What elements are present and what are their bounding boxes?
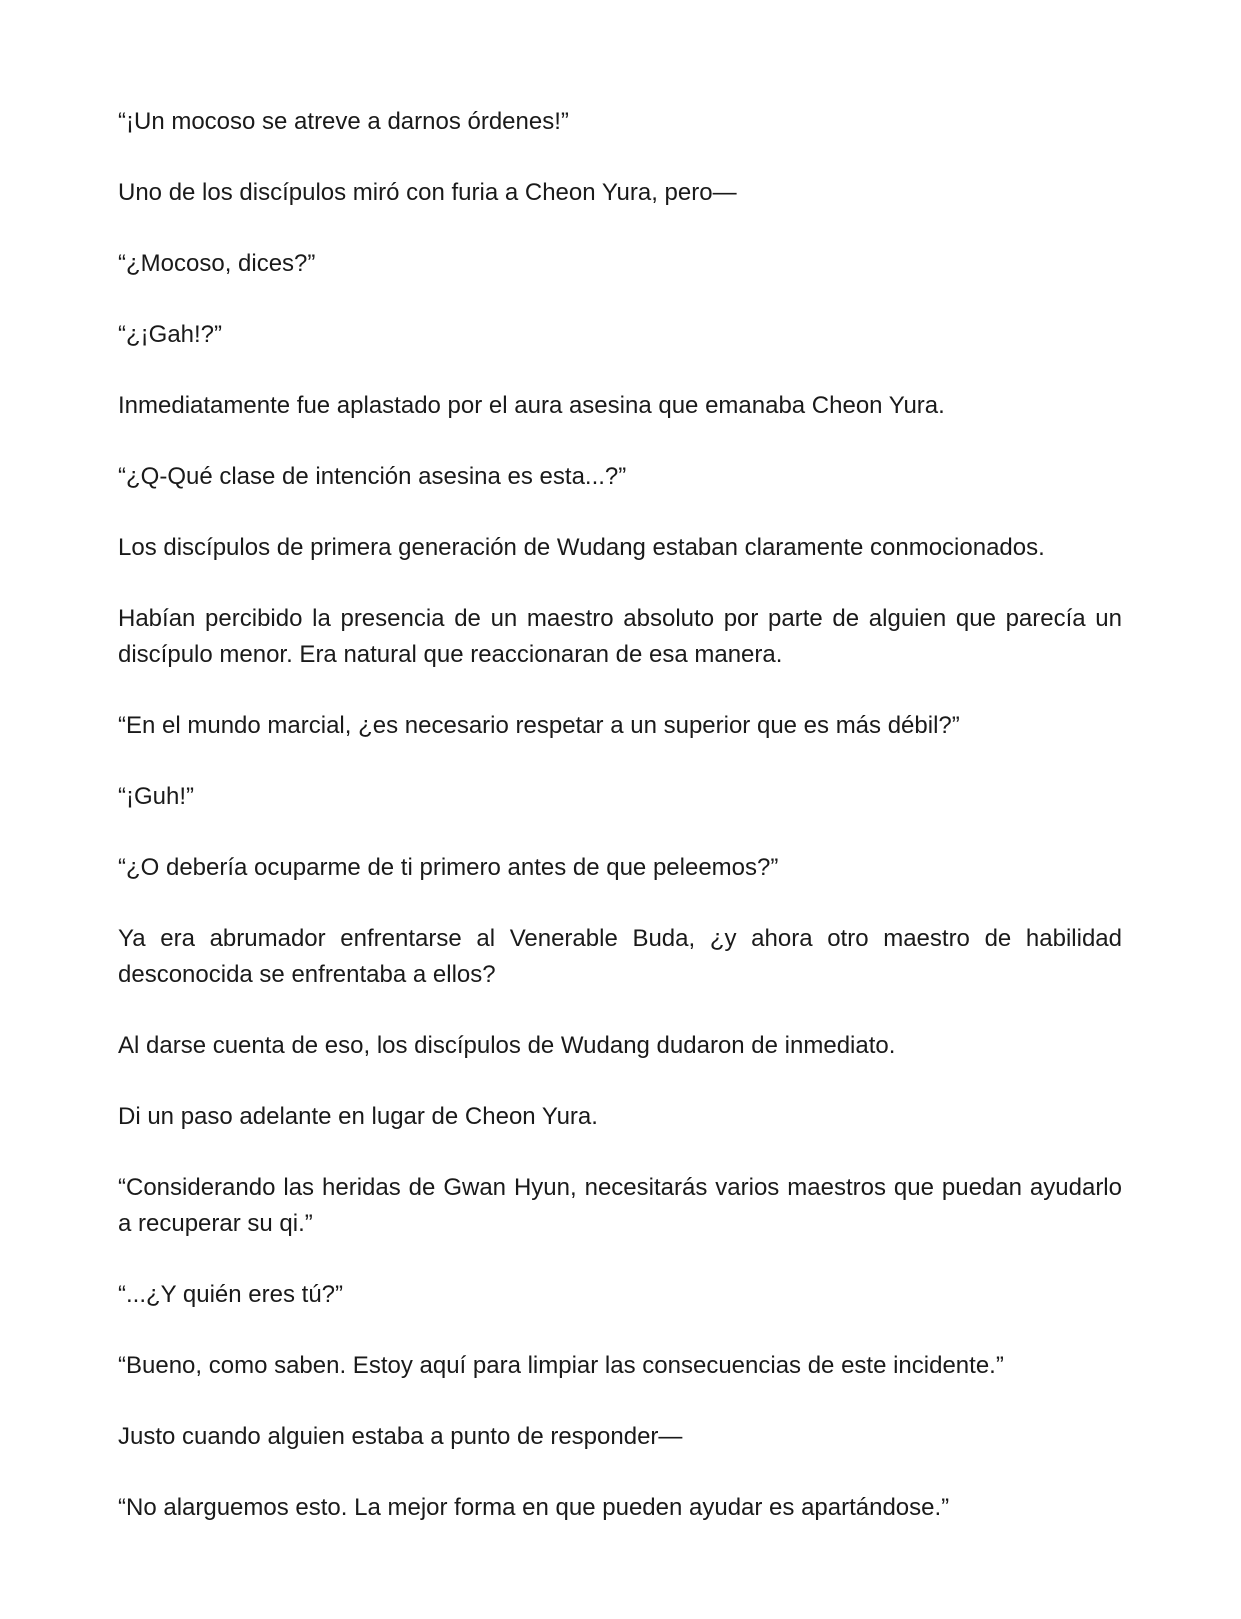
paragraph: Los discípulos de primera generación de Wudang estaban claramente conmocionados. (118, 534, 1045, 561)
paragraph: Justo cuando alguien estaba a punto de responder— (118, 1423, 683, 1450)
paragraph: “¿O debería ocuparme de ti primero antes de que peleemos?” (118, 854, 779, 881)
paragraph: “¿¡Gah!?” (118, 321, 223, 348)
document-page (118, 104, 1122, 1561)
paragraph: “...¿Y quién eres tú?” (118, 1281, 343, 1308)
paragraph: Inmediatamente fue aplastado por el aura asesina que emanaba Cheon Yura. (118, 392, 945, 419)
paragraph: Habían percibido la presencia de un maestro absoluto por parte de alguien que parecía un discípulo menor. Era natural que reaccionaran de esa manera. (118, 605, 1122, 668)
paragraph: Al darse cuenta de eso, los discípulos de Wudang dudaron de inmediato. (118, 1032, 896, 1059)
paragraph: Uno de los discípulos miró con furia a Cheon Yura, pero— (118, 179, 737, 206)
paragraph: Di un paso adelante en lugar de Cheon Yura. (118, 1103, 598, 1130)
paragraph: “¡Un mocoso se atreve a darnos órdenes!” (118, 108, 569, 135)
paragraph: “¿Mocoso, dices?” (118, 250, 316, 277)
paragraph: “¿Q-Qué clase de intención asesina es esta...?” (118, 463, 627, 490)
paragraph: “En el mundo marcial, ¿es necesario respetar a un superior que es más débil?” (118, 712, 960, 739)
paragraph: “¡Guh!” (118, 783, 195, 810)
paragraph: “Considerando las heridas de Gwan Hyun, necesitarás varios maestros que puedan ayudarlo a recuperar su qi.” (118, 1174, 1122, 1237)
paragraph: Ya era abrumador enfrentarse al Venerable Buda, ¿y ahora otro maestro de habilidad desconocida se enfrentaba a ellos? (118, 925, 1122, 988)
paragraph: “Bueno, como saben. Estoy aquí para limpiar las consecuencias de este incidente.” (118, 1352, 1004, 1379)
paragraph: “No alarguemos esto. La mejor forma en que pueden ayudar es apartándose.” (118, 1494, 950, 1521)
